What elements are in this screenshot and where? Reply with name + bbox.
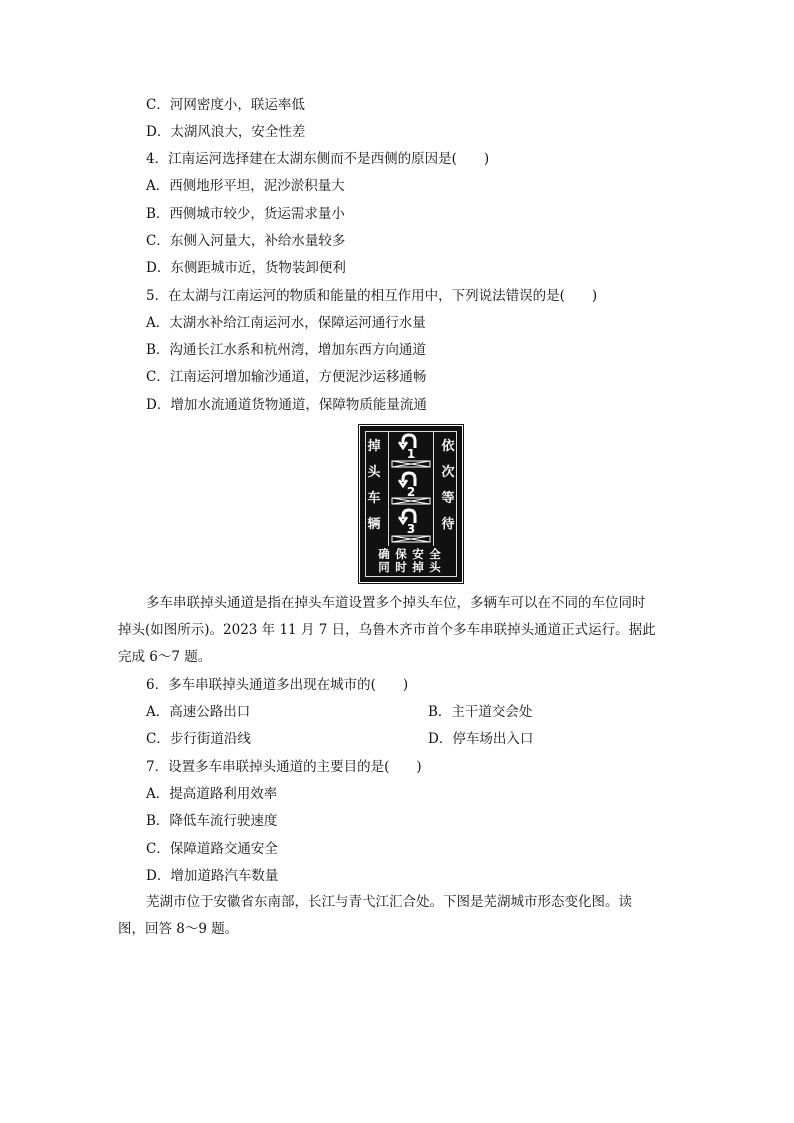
q6-option-d: D．停车场出入口 [428, 731, 534, 747]
sign-lane-area [388, 432, 434, 546]
q4-option-a: A．西侧地形平坦，泥沙淤积量大 [146, 178, 345, 194]
lane-number-3: 3 [406, 522, 416, 536]
q5-stem: 5．在太湖与江南运河的物质和能量的相互作用中，下列说法错误的是( ) [146, 288, 598, 304]
q6-option-c: C．步行街道沿线 [146, 731, 251, 747]
q7-option-b: B．降低车流行驶速度 [146, 813, 278, 829]
q6-option-b: B．主干道交会处 [428, 704, 533, 720]
intro-paragraph-6-7: 多车串联掉头通道是指在掉头车道设置多个掉头车位，多辆车可以在不同的车位同时掉头(如图所示)。2023 年 11 月 7 日，乌鲁木齐市首个多车串联掉头通道正式运行。据此完成 6～7 题。 [118, 595, 656, 665]
q7-stem: 7．设置多车串联掉头通道的主要目的是( ) [146, 759, 422, 775]
q6-option-a: A．高速公路出口 [146, 704, 251, 720]
q4-stem: 4．江南运河选择建在太湖东侧而不是西侧的原因是( ) [146, 151, 490, 167]
q3-option-c: C．河网密度小，联运率低 [146, 97, 305, 113]
sign-left-text: 掉头车辆 [367, 439, 381, 532]
u-turn-lane-sign [360, 426, 462, 582]
q7-option-c: C．保障道路交通安全 [146, 841, 278, 857]
q7-option-a: A．提高道路利用效率 [146, 786, 278, 802]
q5-option-c: C．江南运河增加输沙通道，方便泥沙运移通畅 [146, 369, 427, 385]
q4-option-c: C．东侧入河量大，补给水量较多 [146, 233, 346, 249]
sign-bottom-col-1: 确同 [378, 547, 390, 574]
sign-bottom-col-2: 保时 [395, 547, 407, 574]
q4-option-d: D．东侧距城市近，货物装卸便利 [146, 260, 346, 276]
q5-option-b: B．沟通长江水系和杭州湾，增加东西方向通道 [146, 342, 426, 358]
q4-option-b: B．西侧城市较少，货运需求量小 [146, 206, 345, 222]
q7-option-d: D．增加道路汽车数量 [146, 868, 279, 884]
sign-right-text: 依次等待 [441, 439, 455, 532]
sign-bottom-col-4: 全头 [429, 547, 441, 574]
q5-option-d: D．增加水流通道货物通道，保障物质能量流通 [146, 397, 427, 413]
lane-number-1: 1 [406, 447, 416, 461]
intro-paragraph-8-9: 芜湖市位于安徽省东南部，长江与青弋江汇合处。下图是芜湖城市形态变化图。读图，回答 8～9 题。 [118, 894, 632, 937]
sign-bottom-col-3: 安掉 [412, 547, 424, 574]
q3-option-d: D．太湖风浪大，安全性差 [146, 124, 306, 140]
lane-number-2: 2 [406, 485, 416, 499]
q6-stem: 6．多车串联掉头通道多出现在城市的( ) [146, 677, 409, 693]
q5-option-a: A．太湖水补给江南运河水，保障运河通行水量 [146, 315, 426, 331]
